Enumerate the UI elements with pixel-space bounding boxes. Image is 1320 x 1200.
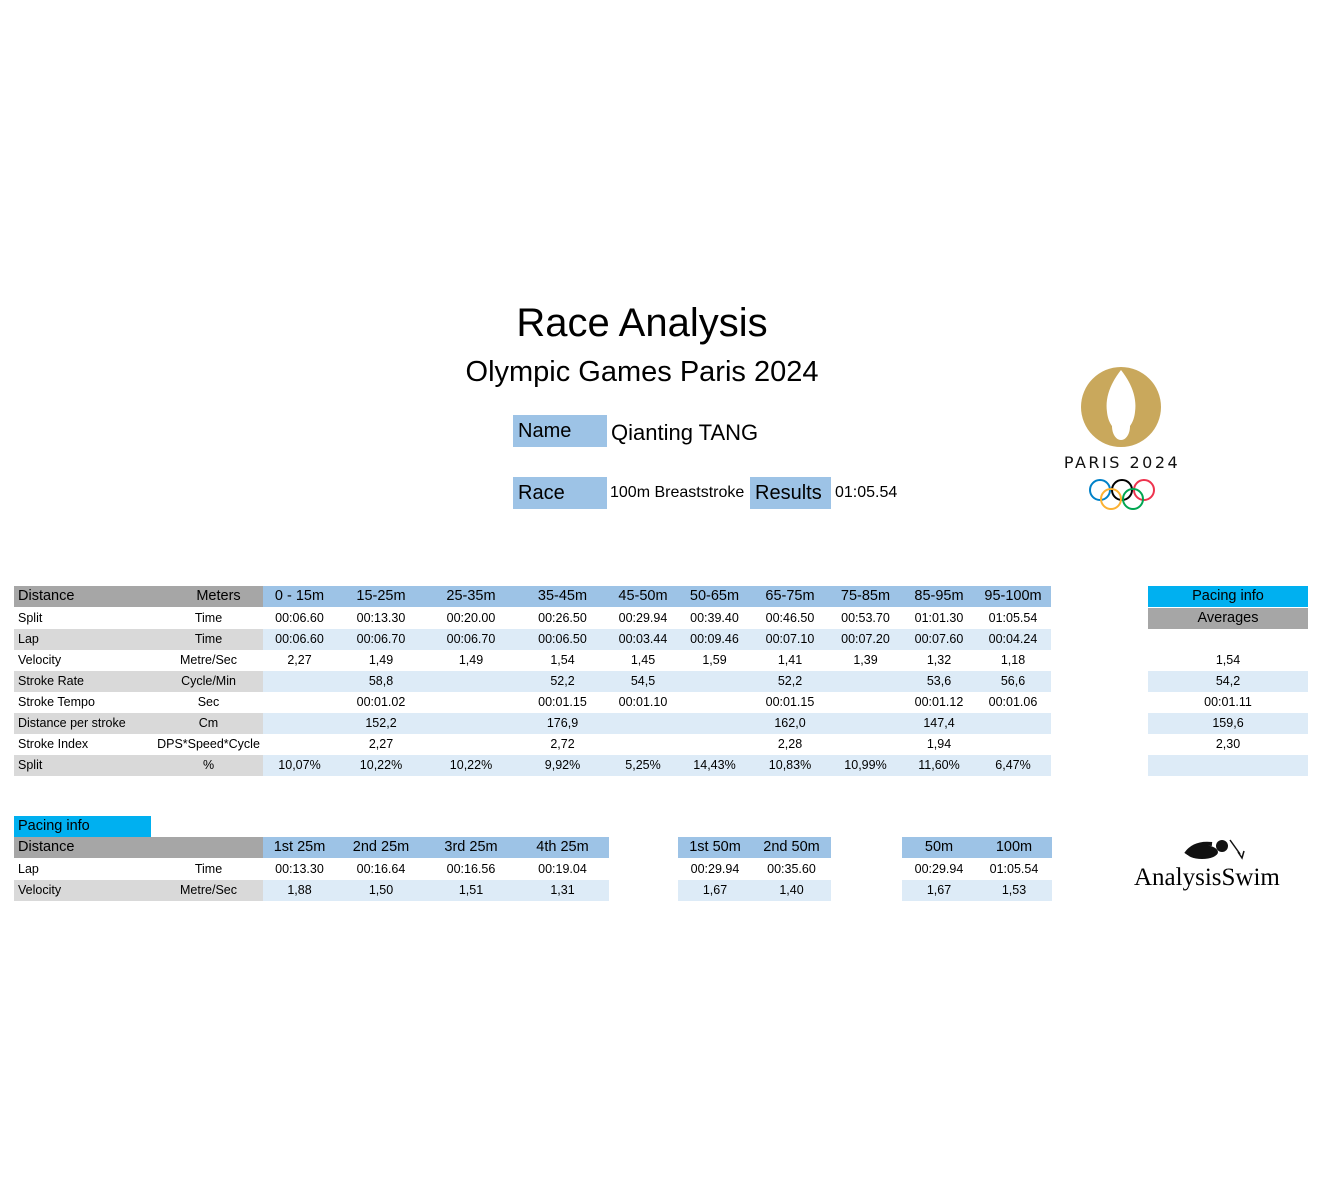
pacing-header-row bbox=[14, 837, 1054, 858]
average-value: 1,54 bbox=[1215, 653, 1241, 667]
table-cell: 2,27 bbox=[368, 737, 394, 751]
segment-header: 45-50m bbox=[609, 586, 677, 607]
table-row bbox=[14, 650, 1051, 671]
table-cell bbox=[677, 713, 752, 734]
row-unit: Cm bbox=[154, 713, 263, 734]
pacing-row-label: Velocity bbox=[14, 880, 174, 901]
analysisswim-logo bbox=[1134, 834, 1304, 896]
pacing-distance-label: Distance bbox=[14, 837, 263, 858]
table-row bbox=[14, 713, 1051, 734]
pacing-cell: 1,51 bbox=[426, 880, 516, 901]
average-value: 2,30 bbox=[1215, 737, 1241, 751]
pacing-row-unit: Time bbox=[194, 862, 223, 876]
table-cell: 00:09.46 bbox=[677, 629, 752, 650]
table-cell: 54,5 bbox=[609, 671, 677, 692]
table-cell: 00:01.15 bbox=[538, 695, 587, 709]
table-cell: 00:01.12 bbox=[914, 695, 964, 709]
row-label: Velocity bbox=[18, 653, 62, 667]
averages-row bbox=[1148, 713, 1308, 734]
table-cell: 11,60% bbox=[903, 755, 975, 776]
segment-header: 0 - 15m bbox=[263, 586, 336, 607]
table-cell bbox=[426, 671, 516, 692]
table-cell: 00:03.44 bbox=[609, 629, 677, 650]
pacing-row bbox=[14, 859, 1054, 880]
table-cell: 5,25% bbox=[609, 755, 677, 776]
table-cell bbox=[426, 713, 516, 734]
table-cell bbox=[828, 713, 903, 734]
results-value: 01:05.54 bbox=[835, 484, 898, 501]
table-cell: 00:01.15 bbox=[765, 695, 815, 709]
pacing-cell: 00:19.04 bbox=[538, 862, 587, 876]
pacing-row-label: Lap bbox=[18, 862, 39, 876]
table-cell: 1,41 bbox=[777, 653, 803, 667]
pacing-title-row bbox=[14, 816, 151, 837]
pacing-title: Pacing info bbox=[14, 816, 151, 837]
table-cell: 6,47% bbox=[975, 755, 1051, 776]
averages-row bbox=[1148, 671, 1308, 692]
segment-header: 85-95m bbox=[903, 586, 975, 607]
segment-header: 15-25m bbox=[336, 586, 426, 607]
pacing-cell: 1,88 bbox=[263, 880, 336, 901]
swimmer-icon bbox=[1134, 834, 1304, 864]
table-cell: 10,07% bbox=[263, 755, 336, 776]
table-cell: 1,49 bbox=[458, 653, 484, 667]
averages-row bbox=[1148, 734, 1308, 755]
header-distance-label: Distance bbox=[14, 586, 174, 607]
row-unit: Time bbox=[154, 629, 263, 650]
table-row bbox=[14, 734, 1051, 755]
row-label: Lap bbox=[14, 629, 174, 650]
table-cell: 01:05.54 bbox=[988, 611, 1038, 625]
race-label: Race bbox=[513, 477, 607, 509]
average-value bbox=[1148, 755, 1308, 776]
table-cell bbox=[677, 734, 752, 755]
table-cell bbox=[263, 692, 336, 713]
table-cell: 52,2 bbox=[516, 671, 609, 692]
page-subtitle: Olympic Games Paris 2024 bbox=[465, 356, 819, 388]
table-cell: 01:01.30 bbox=[914, 611, 964, 625]
table-cell bbox=[426, 692, 516, 713]
results-label: Results bbox=[750, 477, 831, 509]
row-label: Stroke Rate bbox=[14, 671, 174, 692]
averages-row bbox=[1148, 650, 1308, 671]
pacing-cell: 1,67 bbox=[902, 880, 976, 901]
segment-header: 50-65m bbox=[677, 586, 752, 607]
table-cell bbox=[609, 734, 677, 755]
table-cell bbox=[828, 734, 903, 755]
average-value: 00:01.11 bbox=[1204, 695, 1252, 709]
table-cell: 00:07.60 bbox=[903, 629, 975, 650]
pacing-segment-header: 1st 50m bbox=[678, 837, 752, 858]
table-cell bbox=[677, 692, 752, 713]
table-cell: 00:01.02 bbox=[356, 695, 406, 709]
row-unit: % bbox=[154, 755, 263, 776]
table-cell: 00:20.00 bbox=[446, 611, 496, 625]
table-cell bbox=[975, 713, 1051, 734]
segment-header: 35-45m bbox=[516, 586, 609, 607]
table-cell: 00:53.70 bbox=[841, 611, 890, 625]
pacing-row bbox=[14, 880, 1054, 901]
table-cell: 14,43% bbox=[677, 755, 752, 776]
table-cell: 00:07.10 bbox=[752, 629, 828, 650]
table-cell: 00:04.24 bbox=[975, 629, 1051, 650]
pacing-cell: 00:13.30 bbox=[275, 862, 324, 876]
table-cell: 1,94 bbox=[926, 737, 952, 751]
table-cell: 00:01.06 bbox=[988, 695, 1038, 709]
table-cell: 00:06.60 bbox=[263, 629, 336, 650]
table-cell: 00:06.60 bbox=[275, 611, 324, 625]
table-header-row bbox=[14, 586, 1051, 607]
table-cell bbox=[263, 671, 336, 692]
table-cell: 147,4 bbox=[903, 713, 975, 734]
table-cell bbox=[426, 734, 516, 755]
averages-table bbox=[1148, 586, 1308, 776]
table-cell: 00:06.70 bbox=[336, 629, 426, 650]
analysisswim-wordmark: AnalysisSwim bbox=[1134, 864, 1280, 891]
row-unit: Time bbox=[194, 611, 223, 625]
table-cell: 2,72 bbox=[550, 737, 575, 751]
pacing-segment-header: 3rd 25m bbox=[426, 837, 516, 858]
table-cell: 00:06.50 bbox=[516, 629, 609, 650]
row-label: Stroke Tempo bbox=[18, 695, 95, 709]
pacing-segment-header: 2nd 50m bbox=[752, 837, 831, 858]
averages-row bbox=[1148, 755, 1308, 776]
pacing-cell: 00:16.64 bbox=[356, 862, 406, 876]
table-cell: 152,2 bbox=[336, 713, 426, 734]
name-value: Qianting TANG bbox=[611, 420, 759, 445]
table-cell bbox=[975, 734, 1051, 755]
table-cell: 00:29.94 bbox=[618, 611, 668, 625]
averages-title-row bbox=[1148, 608, 1308, 629]
table-cell: 162,0 bbox=[752, 713, 828, 734]
table-cell: 58,8 bbox=[336, 671, 426, 692]
table-cell: 52,2 bbox=[752, 671, 828, 692]
race-analysis-table bbox=[14, 586, 1054, 776]
row-label: Stroke Index bbox=[18, 737, 89, 751]
table-row bbox=[14, 671, 1051, 692]
row-unit: Metre/Sec bbox=[180, 653, 237, 667]
pacing-row-unit: Metre/Sec bbox=[154, 880, 263, 901]
average-value: 54,2 bbox=[1148, 671, 1308, 692]
table-cell: 00:46.50 bbox=[765, 611, 815, 625]
pacing-cell: 00:35.60 bbox=[767, 862, 816, 876]
segment-header: 95-100m bbox=[975, 586, 1051, 607]
average-value: 159,6 bbox=[1148, 713, 1308, 734]
table-row bbox=[14, 755, 1051, 776]
pacing-cell: 1,53 bbox=[976, 880, 1052, 901]
table-cell bbox=[828, 692, 903, 713]
table-cell: 00:39.40 bbox=[690, 611, 739, 625]
table-row bbox=[14, 608, 1051, 629]
averages-pacing-row bbox=[1148, 586, 1308, 607]
pacing-cell: 1,50 bbox=[336, 880, 426, 901]
segment-header: 65-75m bbox=[752, 586, 828, 607]
table-cell: 176,9 bbox=[516, 713, 609, 734]
table-cell: 00:07.20 bbox=[828, 629, 903, 650]
table-cell: 00:06.70 bbox=[426, 629, 516, 650]
pacing-cell: 00:16.56 bbox=[446, 862, 496, 876]
pacing-segment-header: 2nd 25m bbox=[336, 837, 426, 858]
header-meters-label: Meters bbox=[174, 586, 263, 607]
table-cell bbox=[263, 713, 336, 734]
table-cell: 2,28 bbox=[777, 737, 803, 751]
averages-row bbox=[1148, 692, 1308, 713]
page-title: Race Analysis bbox=[516, 301, 768, 345]
pacing-cell: 1,67 bbox=[678, 880, 752, 901]
table-cell bbox=[828, 671, 903, 692]
row-unit: DPS*Speed*Cycle bbox=[157, 737, 260, 751]
pacing-cell: 1,40 bbox=[752, 880, 831, 901]
table-cell: 1,32 bbox=[926, 653, 952, 667]
row-unit: Sec bbox=[197, 695, 220, 709]
table-cell: 1,49 bbox=[368, 653, 394, 667]
pacing-cell: 00:29.94 bbox=[914, 862, 964, 876]
table-row bbox=[14, 692, 1051, 713]
paris-2024-emblem-icon bbox=[1050, 362, 1194, 512]
table-cell: 00:01.10 bbox=[618, 695, 668, 709]
pacing-segment-header: 4th 25m bbox=[516, 837, 609, 858]
table-cell: 56,6 bbox=[975, 671, 1051, 692]
table-cell: 00:26.50 bbox=[538, 611, 587, 625]
pacing-segment-header: 100m bbox=[976, 837, 1052, 858]
segment-header: 25-35m bbox=[426, 586, 516, 607]
pacing-segment-header: 1st 25m bbox=[263, 837, 336, 858]
table-cell: 1,59 bbox=[702, 653, 727, 667]
table-cell: 1,45 bbox=[630, 653, 656, 667]
table-cell: 1,18 bbox=[1000, 653, 1026, 667]
paris-2024-logo bbox=[1050, 362, 1194, 512]
table-cell bbox=[263, 734, 336, 755]
row-unit: Cycle/Min bbox=[154, 671, 263, 692]
pacing-cell: 1,31 bbox=[516, 880, 609, 901]
pacing-cell: 01:05.54 bbox=[989, 862, 1039, 876]
row-label: Distance per stroke bbox=[14, 713, 174, 734]
row-label: Split bbox=[14, 755, 174, 776]
row-label: Split bbox=[18, 611, 43, 625]
segment-header: 75-85m bbox=[828, 586, 903, 607]
pacing-cell: 00:29.94 bbox=[690, 862, 740, 876]
table-cell: 9,92% bbox=[516, 755, 609, 776]
table-cell: 53,6 bbox=[903, 671, 975, 692]
table-cell: 1,54 bbox=[550, 653, 575, 667]
svg-text:PARIS 2024: PARIS 2024 bbox=[1063, 453, 1181, 472]
race-value: 100m Breaststroke bbox=[610, 484, 745, 501]
table-cell: 2,27 bbox=[287, 653, 312, 667]
table-cell: 1,39 bbox=[853, 653, 878, 667]
table-cell bbox=[677, 671, 752, 692]
averages-title: Averages bbox=[1148, 608, 1308, 629]
table-row bbox=[14, 629, 1051, 650]
pacing-info-table bbox=[14, 816, 1054, 906]
table-cell bbox=[609, 713, 677, 734]
averages-pacing-label: Pacing info bbox=[1148, 586, 1308, 607]
table-cell: 10,83% bbox=[752, 755, 828, 776]
table-cell: 10,22% bbox=[426, 755, 516, 776]
table-cell: 00:13.30 bbox=[356, 611, 406, 625]
table-cell: 10,22% bbox=[336, 755, 426, 776]
name-label: Name bbox=[513, 415, 607, 447]
pacing-segment-header: 50m bbox=[902, 837, 976, 858]
table-cell: 10,99% bbox=[828, 755, 903, 776]
